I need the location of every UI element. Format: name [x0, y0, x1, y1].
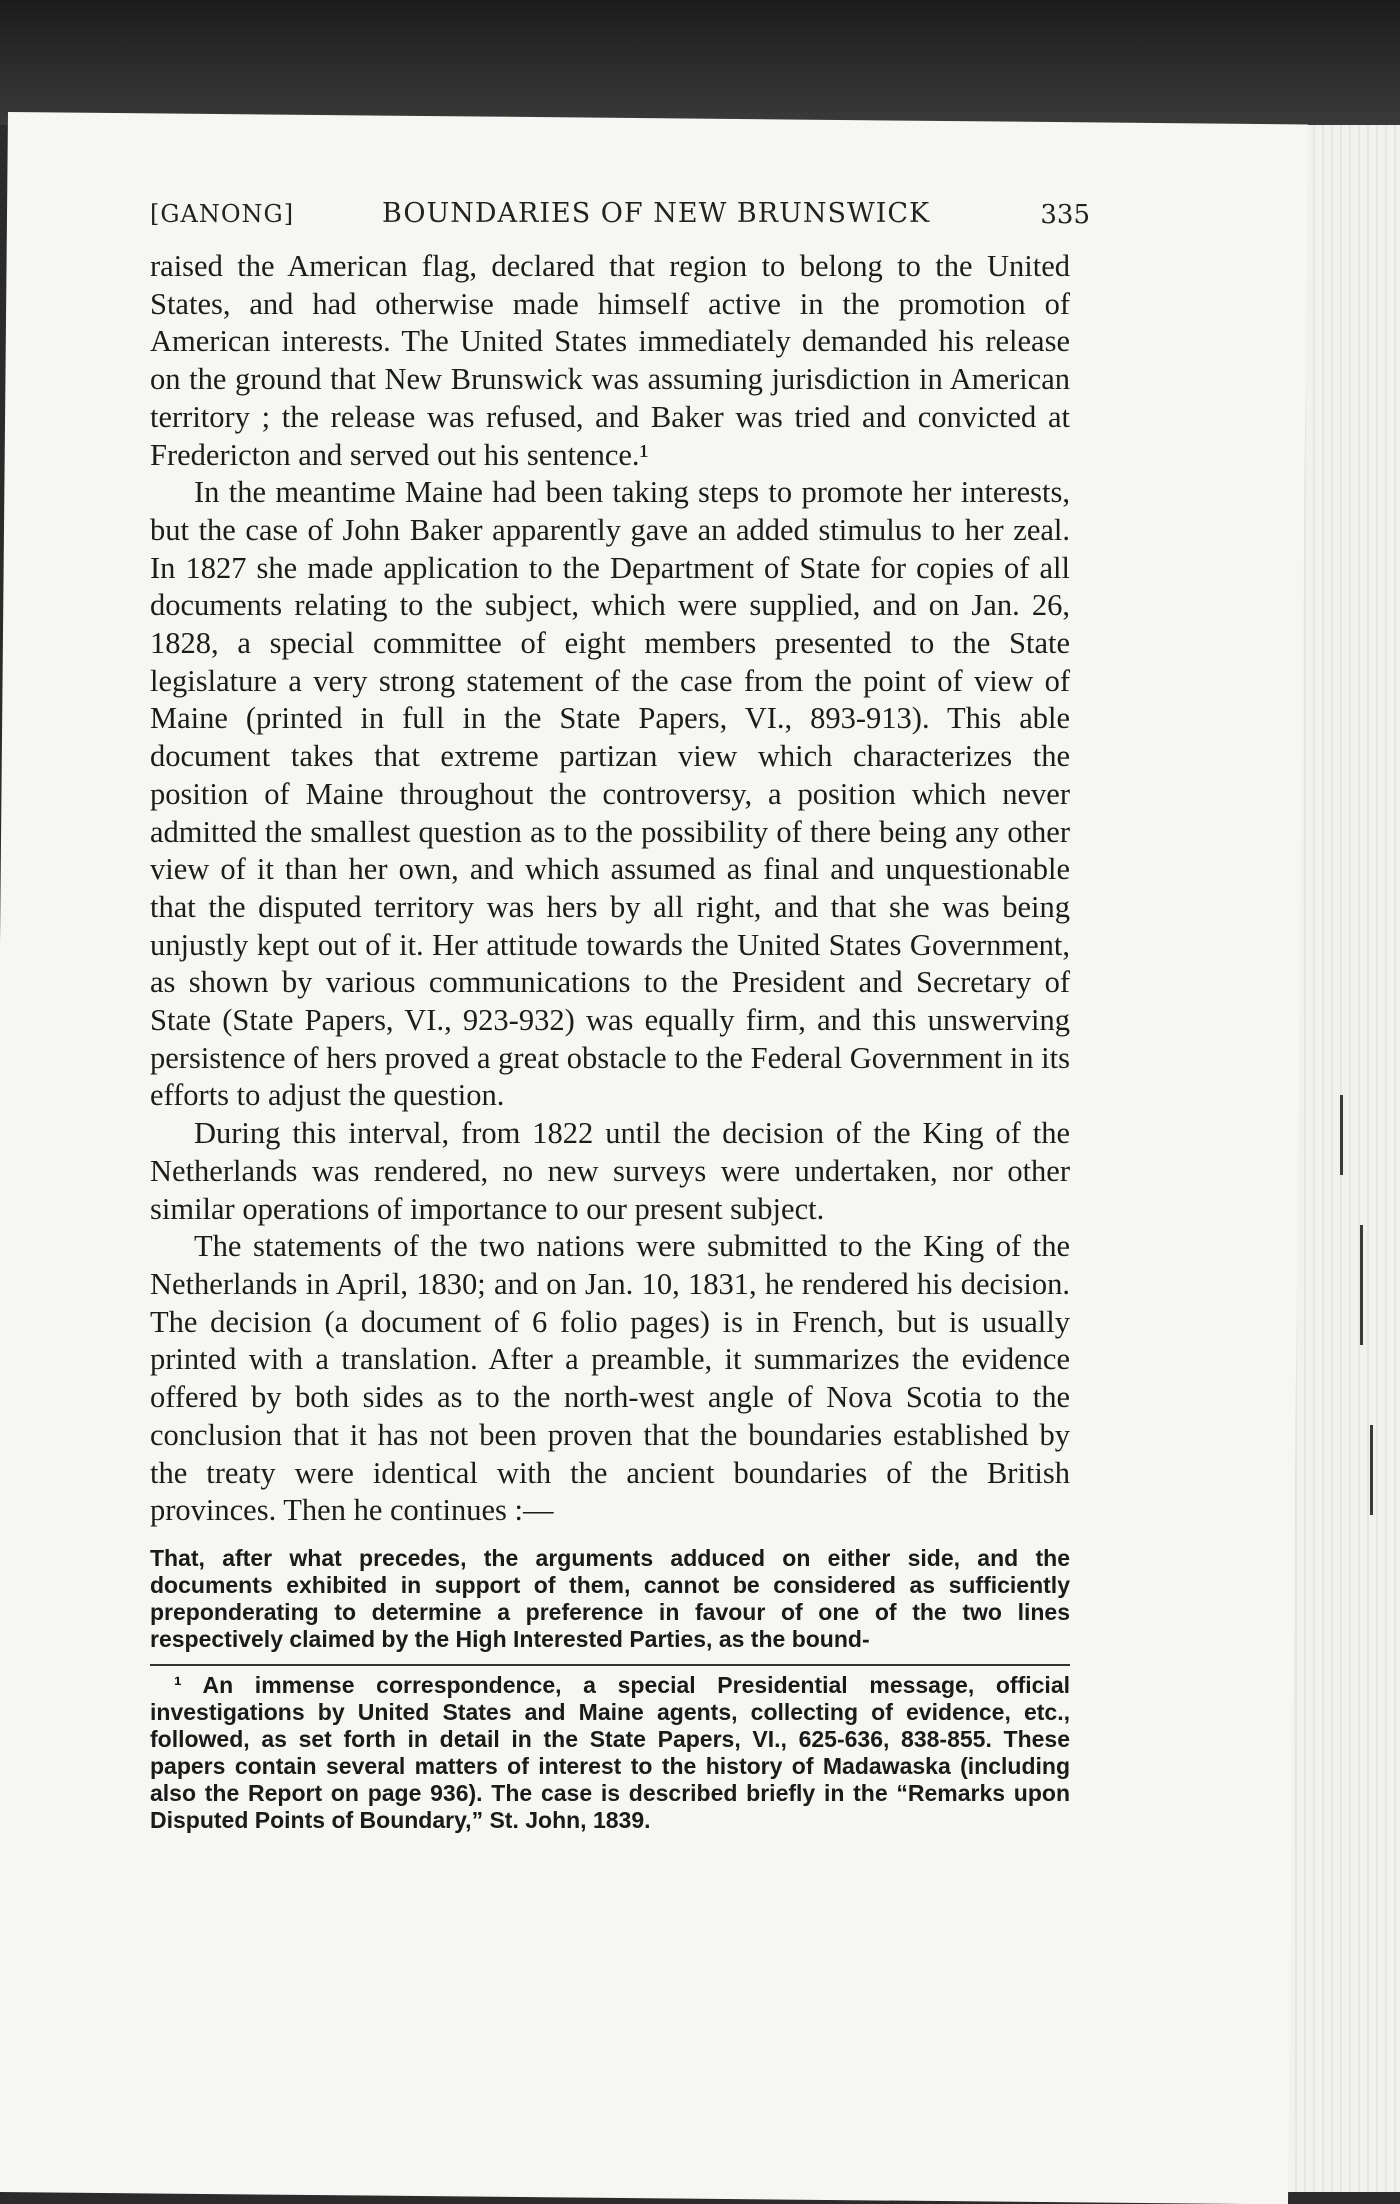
- paragraph-3: During this interval, from 1822 until the decision of the King of the Netherlands was rendered, no new surveys were undertaken, nor other similar operations of importance to our present subject.: [150, 1116, 1070, 1226]
- running-header: [150, 190, 1090, 240]
- body-text: [150, 248, 1070, 1530]
- footnote-divider: [150, 1664, 1070, 1666]
- scan-background-top: [0, 0, 1400, 125]
- footnote: ¹ An immense correspondence, a special Presidential message, official investigations by United States and Maine agents, collecting of evidence, etc., followed, as set forth in detail in the State Papers, VI., 625-636, 838-855. These papers contain several matters of interest to the history of Madawaska (including also the Report on page 936). The case is described briefly in the “Remarks upon Disputed Points of Boundary,” St. John, 1839.: [150, 1672, 1070, 1833]
- paragraph-1: raised the American flag, declared that region to belong to the United States, and had otherwise made himself active in the promotion of American interests. The United States immediately demanded his release on the ground that New Brunswick was assuming jurisdiction in American territory ; the release was refused, and Baker was tried and convicted at Fredericton and served out his sentence.¹: [150, 249, 1070, 472]
- quoted-decision: That, after what precedes, the arguments adduced on either side, and the documents exhibited in support of them, cannot be considered as sufficiently preponderating to determine a preference in favour of one of the two lines respectively claimed by the High Interested Parties, as the bound-: [150, 1545, 1070, 1652]
- running-header-title: BOUNDARIES OF NEW BRUNSWICK: [382, 198, 931, 229]
- page-number: 335: [1040, 200, 1090, 230]
- running-header-author: [GANONG]: [150, 200, 295, 228]
- paragraph-2: In the meantime Maine had been taking steps to promote her interests, but the case of John Baker apparently gave an added stimulus to her zeal. In 1827 she made application to the Department of State for copies of all documents relating to the subject, which were supplied, and on Jan. 26, 1828, a special committee of eight members presented to the State legislature a very strong statement of the case from the point of view of Maine (printed in full in the State Papers, VI., 893-913). This able document takes that extreme partizan view which characterizes the position of Maine throughout the controversy, a position which never admitted the smallest question as to the possibility of there being any other view of it than her own, and which assumed as final and unquestionable that the disputed territory was hers by all right, and that she was being unjustly kept out of it. Her attitude towards the United States Government, as shown by various communications to the President and Secretary of State (State Papers, VI., 923-932) was equally firm, and this unswerving persistence of hers proved a great obstacle to the Federal Government in its efforts to adjust the question.: [150, 475, 1070, 1113]
- paragraph-4: The statements of the two nations were submitted to the King of the Netherlands in April, 1830; and on Jan. 10, 1831, he rendered his decision. The decision (a document of 6 folio pages) is in French, but is usually printed with a translation. After a preamble, it summarizes the evidence offered by both sides as to the north-west angle of Nova Scotia to the conclusion that it has not been proven that the boundaries established by the treaty were identical with the ancient boundaries of the British provinces. Then he continues :—: [150, 1229, 1070, 1528]
